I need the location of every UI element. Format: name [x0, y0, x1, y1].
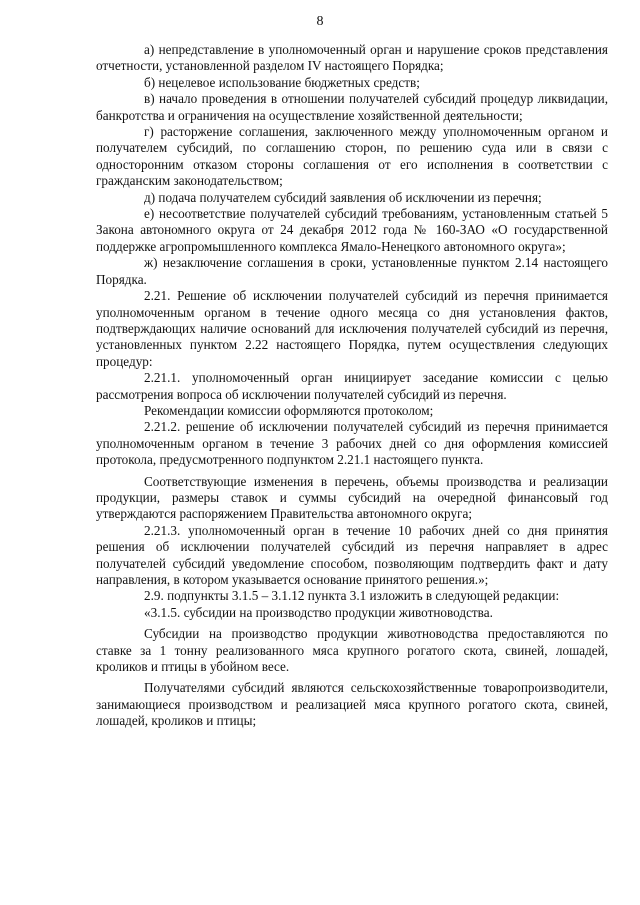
- paragraph-2-21-3: 2.21.3. уполномоченный орган в течение 10 рабочих дней со дня принятия решения об исключении получателей субсидий из перечня направляет в адрес получателей субсидий уведомление способом, позволяющим подтвердить факт и дату направления, в котором указывается основание принятого решения.»;: [96, 522, 608, 587]
- paragraph-item-a: а) непредставление в уполномоченный орган и нарушение сроков представления отчетности, установленной разделом IV настоящего Порядка;: [96, 42, 608, 74]
- paragraph-item-d: д) подача получателем субсидий заявления об исключении из перечня;: [144, 189, 542, 205]
- paragraph-2-9: 2.9. подпункты 3.1.5 – 3.1.12 пункта 3.1 изложить в следующей редакции:: [144, 588, 560, 604]
- page-number: 8: [316, 14, 324, 29]
- paragraph-2-21-2: 2.21.2. решение об исключении получателей субсидий из перечня принимается уполномоченным органом в течение 3 рабочих дней со дня оформления комиссией протокола, предусмотренного подпунктом 2.21.1 настоящего пункта.: [96, 419, 608, 468]
- paragraph-recipients: Получателями субсидий являются сельскохозяйственные товаропроизводители, занимающиеся производством и реализацией мяса крупного рогатого скота, свиней, лошадей, кроликов и птицы;: [96, 680, 608, 729]
- document-body: [96, 42, 608, 730]
- paragraph-item-g: г) расторжение соглашения, заключенного между уполномоченным органом и получателем субсидий, по соглашению сторон, по решению суда или в связи с односторонним отказом стороны соглашения от его исполнения в соответствии с гражданским законодательством;: [96, 124, 608, 189]
- paragraph-subsidies: Субсидии на производство продукции животноводства предоставляются по ставке за 1 тонну реализованного мяса крупного рогатого скота, свиней, лошадей, кроликов и птицы в убойном весе.: [96, 626, 608, 675]
- paragraph-item-e: е) несоответствие получателей субсидий требованиям, установленным статьей 5 Закона автономного округа от 24 декабря 2012 года № 160-ЗАО «О государственной поддержке агропромышленного комплекса Ямало-Ненецкого автономного округа»;: [96, 206, 608, 254]
- paragraph-item-v: в) начало проведения в отношении получателей субсидий процедур ликвидации, банкротства и ограничения на осуществление хозяйственной деятельности;: [96, 91, 608, 123]
- paragraph-recommendations: Рекомендации комиссии оформляются протоколом;: [144, 402, 434, 418]
- paragraph-3-1-5: «3.1.5. субсидии на производство продукции животноводства.: [144, 604, 493, 620]
- paragraph-changes: Соответствующие изменения в перечень, объемы производства и реализации продукции, размеры ставок и суммы субсидий на очередной финансовый год утверждаются распоряжением Правительства автономного округа;: [96, 473, 608, 522]
- paragraph-item-zh: ж) незаключение соглашения в сроки, установленные пунктом 2.14 настоящего Порядка.: [96, 255, 608, 287]
- paragraph-item-b: б) нецелевое использование бюджетных средств;: [144, 74, 420, 90]
- paragraph-2-21: 2.21. Решение об исключении получателей субсидий из перечня принимается уполномоченным органом в течение одного месяца со дня установления фактов, подтверждающих наличие оснований для исключения получателей субсидий из перечня, установленных пунктом 2.22 настоящего Порядка, путем осуществления следующих процедур:: [96, 288, 608, 369]
- paragraph-2-21-1: 2.21.1. уполномоченный орган инициирует заседание комиссии с целью рассмотрения вопроса об исключении получателей субсидий из перечня.: [96, 370, 608, 402]
